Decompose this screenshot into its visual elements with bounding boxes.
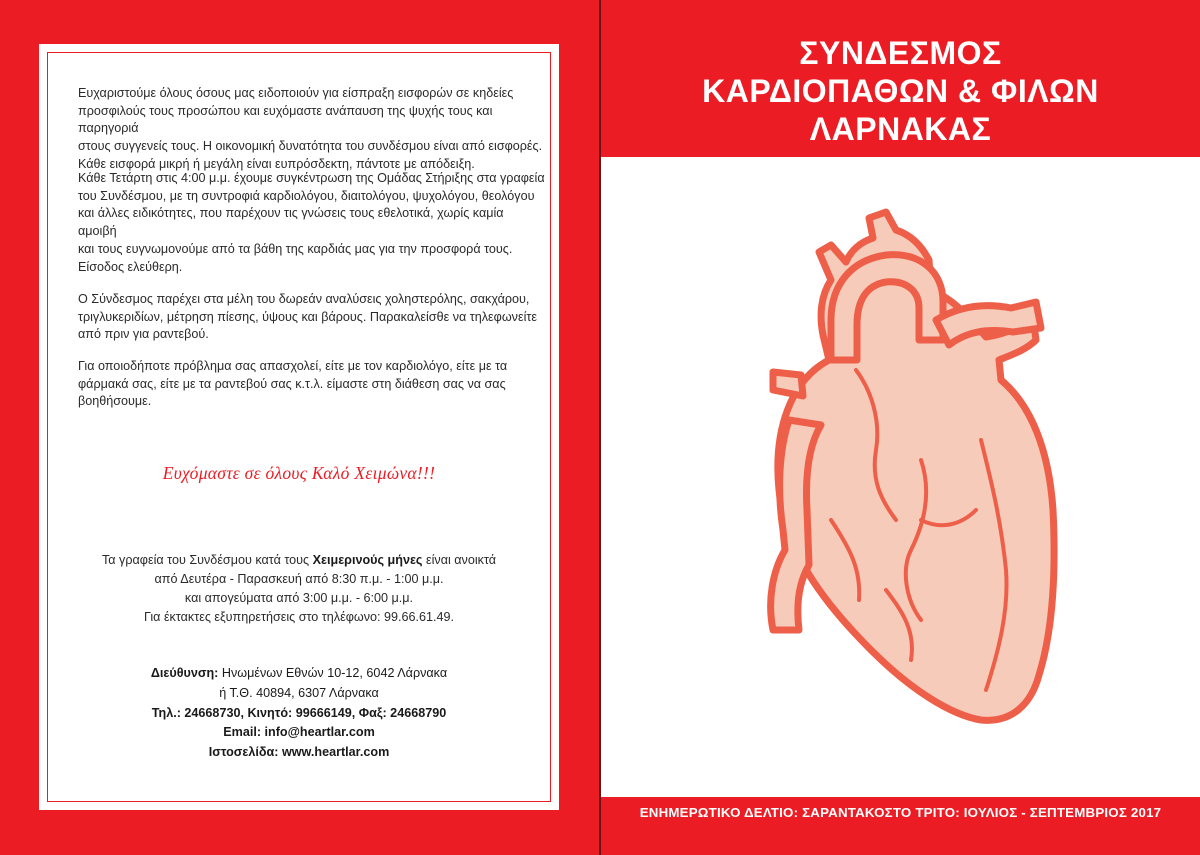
text-line: Κάθε εισφορά μικρή ή μεγάλη είναι ευπρόσδεκτη, πάντοτε με απόδειξη. (78, 156, 475, 171)
office-hours (48, 551, 550, 627)
phones-line (48, 704, 550, 724)
email-label: Email: (223, 725, 262, 740)
text-line: και τους ευγνωμονούμε από τα βάθη της καρδιάς μας για την προσφορά τους. (78, 241, 513, 256)
hours-line-3: και απογεύματα από 3:00 μ.μ. - 6:00 μ.μ. (184, 591, 414, 605)
address-value: Ηνωμένων Εθνών 10-12, 6042 Λάρνακα (218, 666, 448, 680)
title-line: ΛΑΡΝΑΚΑΣ (809, 111, 992, 147)
tel-value: 24668730, (180, 705, 248, 720)
text-line: αμοιβή (78, 224, 117, 239)
info-card-frame (47, 52, 551, 802)
po-box-line: ή Τ.Θ. 40894, 6307 Λάρνακα (219, 685, 379, 700)
text-line: Κάθε Τετάρτη στις 4:00 μ.μ. έχουμε συγκέντρωση της Ομάδας Στήριξης στα γραφεία (78, 171, 545, 185)
hours-line-1-post: είναι ανοικτά (422, 553, 497, 567)
help-paragraph (78, 358, 548, 411)
mobile-label: Κινητό: (247, 705, 293, 720)
winter-months-label: Χειμερινούς μήνες (312, 553, 423, 567)
mobile-value: 99666149, (292, 705, 359, 720)
address-line (48, 664, 550, 684)
text-line: τριγλυκεριδίων, μέτρηση πίεσης, ύψους και βάρους. Παρακαλείσθε να τηλεφωνείτε (78, 309, 537, 324)
info-card (39, 44, 559, 810)
email-line (48, 723, 550, 743)
support-group-paragraph (78, 170, 548, 276)
text-line: και άλλες ειδικότητες, που παρέχουν τις γνώσεις τους εθελοτικά, χωρίς καμία (78, 206, 504, 221)
fax-value: 24668790 (386, 705, 447, 720)
website-line (48, 743, 550, 763)
text-line: προσφιλούς τους προσώπου και ευχόμαστε ανάπαυση της ψυχής τους και παρηγοριά (78, 103, 493, 136)
fax-label: Φαξ: (358, 705, 387, 720)
title-line: ΚΑΡΔΙΟΠΑΘΩΝ & ΦΙΛΩΝ (702, 73, 1099, 109)
text-line: του Συνδέσμου, με τη συντροφιά καρδιολόγου, διαιτολόγου, ψυχολόγου, θεολόγου (78, 188, 535, 203)
donations-paragraph (78, 85, 548, 174)
text-line: βοηθήσουμε. (78, 394, 152, 409)
hours-line-4: Για έκτακτες εξυπηρετήσεις στο τηλέφωνο: 99.66.61.49. (143, 610, 455, 624)
hours-line-1-pre: Τα γραφεία του Συνδέσμου κατά τους (101, 553, 313, 567)
text-line: Ο Σύνδεσμος παρέχει στα μέλη του δωρεάν αναλύσεις χοληστερόλης, σακχάρου, (78, 292, 530, 306)
website-link[interactable]: www.heartlar.com (278, 745, 390, 760)
tel-label: Τηλ.: (151, 705, 181, 720)
free-tests-paragraph (78, 291, 548, 344)
anatomical-heart-icon (681, 190, 1121, 750)
text-line: Είσοδος ελεύθερη. (78, 259, 183, 274)
season-greeting: Ευχόμαστε σε όλους Καλό Χειμώνα!!! (162, 463, 436, 483)
newsletter-issue-footer: ΕΝΗΜΕΡΩΤΙΚΟ ΔΕΛΤΙΟ: ΣΑΡΑΝΤΑΚΟΣΤΟ ΤΡΙΤΟ: ΙΟΥΛΙΟΣ - ΣΕΠΤΕΜΒΡΙΟΣ 2017 (639, 805, 1162, 820)
hours-line-1 (48, 551, 550, 570)
front-cover-page (601, 0, 1200, 855)
text-line: φάρμακά σας, είτε με τα ραντεβού σας κ.τ.λ. είμαστε στη διάθεση σας να σας (78, 376, 506, 391)
email-link[interactable]: info@heartlar.com (261, 725, 375, 740)
website-label: Ιστοσελίδα: (208, 745, 279, 760)
hours-line-2: από Δευτέρα - Παρασκευή από 8:30 π.μ. - 1:00 μ.μ. (154, 572, 444, 586)
title-line: ΣΥΝΔΕΣΜΟΣ (799, 35, 1002, 71)
text-line: από πριν για ραντεβού. (78, 327, 209, 342)
contact-details (48, 664, 550, 763)
address-label: Διεύθυνση: (150, 666, 219, 680)
text-line: Για οποιοδήποτε πρόβλημα σας απασχολεί, είτε με τον καρδιολόγο, είτε με τα (78, 359, 508, 373)
text-line: στους συγγενείς τους. Η οικονομική δυνατότητα του συνδέσμου είναι από εισφορές. (78, 139, 543, 154)
association-title (601, 34, 1200, 148)
text-line: Ευχαριστούμε όλους όσους μας ειδοποιούν για είσπραξη εισφορών σε κηδείες (78, 86, 514, 100)
